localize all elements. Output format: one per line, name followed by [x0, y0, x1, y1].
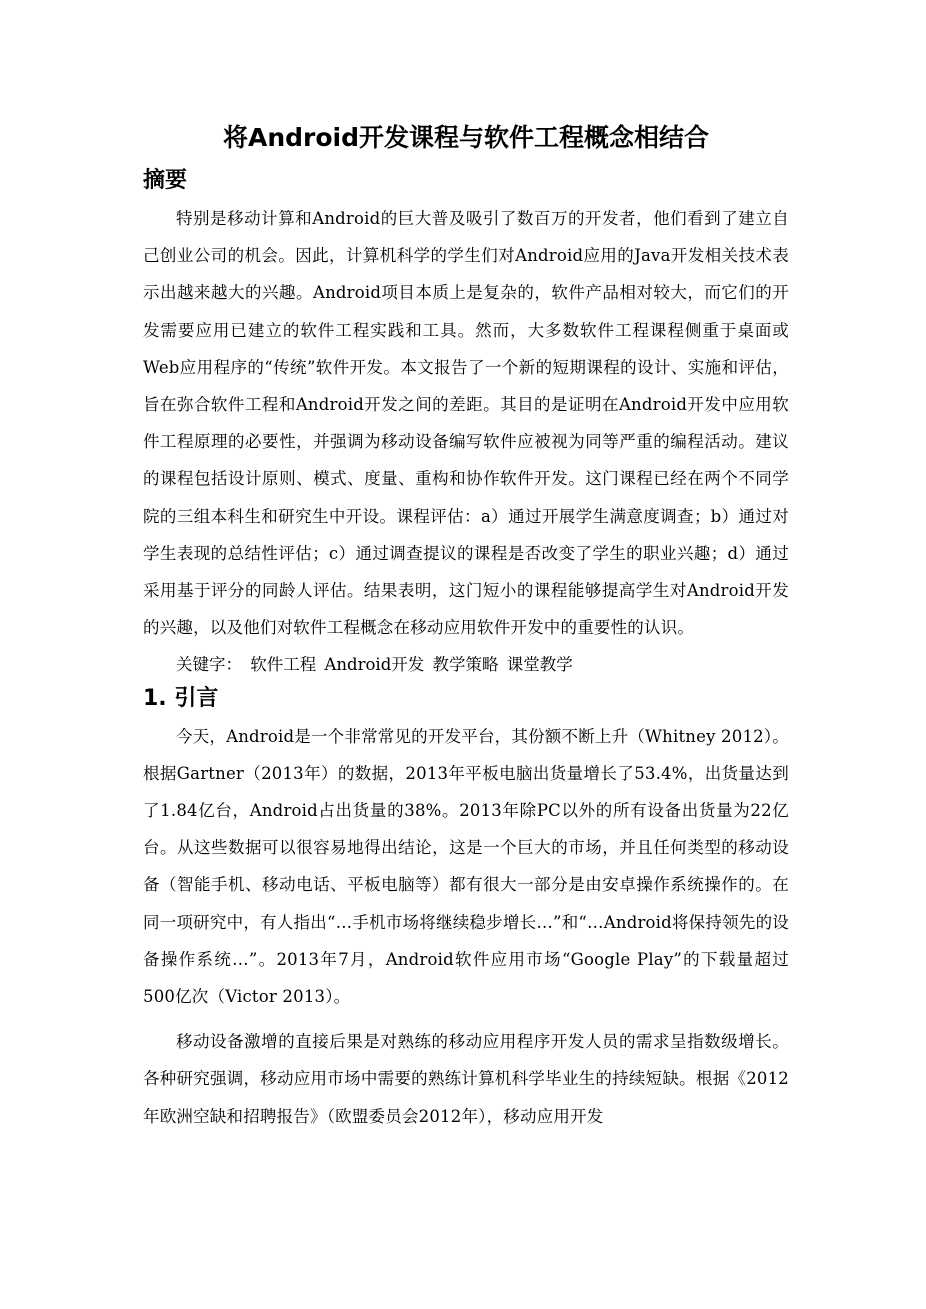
document-page: [143, 118, 789, 1135]
keyword-item: 教学策略: [432, 655, 499, 675]
keyword-item: 软件工程: [250, 655, 317, 675]
keywords-label: 关键字：: [176, 655, 242, 675]
abstract-heading: 摘要: [143, 168, 188, 193]
introduction-heading: 1. 引言: [143, 685, 219, 711]
introduction-paragraph-2: 移动设备激增的直接后果是对熟练的移动应用程序开发人员的需求呈指数级增长。各种研究强调，移动应用市场中需要的熟练计算机科学毕业生的持续短缺。根据《2012年欧洲空缺和招聘报告》（欧盟委员会2012年），移动应用开发: [143, 1032, 789, 1126]
keywords-line: [143, 646, 789, 683]
introduction-paragraph-1: 今天，Android是一个非常常见的开发平台，其份额不断上升（Whitney 2012）。根据Gartner（2013年）的数据，2013年平板电脑出货量增长了53.4%，出货量达到了1.84亿台，Android占出货量的38%。2013年除PC以外的所有设备出货量为22亿台。从这些数据可以很容易地得出结论，这是一个巨大的市场，并且任何类型的移动设备（智能手机、移动电话、平板电脑等）都有很大一部分是由安卓操作系统操作的。在同一项研究中，有人指出“…手机市场将继续稳步增长…”和“…Android将保持领先的设备操作系统…”。2013年7月，Android软件应用市场“Google Play”的下载量超过500亿次（Victor 2013）。: [143, 726, 789, 1007]
abstract-text: 特别是移动计算和Android的巨大普及吸引了数百万的开发者，他们看到了建立自己创业公司的机会。因此，计算机科学的学生们对Android应用的Java开发相关技术表示出越来越大的兴趣。Android项目本质上是复杂的，软件产品相对较大，而它们的开发需要应用已建立的软件工程实践和工具。然而，大多数软件工程课程侧重于桌面或Web应用程序的“传统”软件开发。本文报告了一个新的短期课程的设计、实施和评估，旨在弥合软件工程和Android开发之间的差距。其目的是证明在Android开发中应用软件工程原理的必要性，并强调为移动设备编写软件应被视为同等严重的编程活动。建议的课程包括设计原则、模式、度量、重构和协作软件开发。这门课程已经在两个不同学院的三组本科生和研究生中开设。课程评估：a）通过开展学生满意度调查；b）通过对学生表现的总结性评估；c）通过调查提议的课程是否改变了学生的职业兴趣；d）通过采用基于评分的同龄人评估。结果表明，这门短小的课程能够提高学生对Android开发的兴趣，以及他们对软件工程概念在移动应用软件开发中的重要性的认识。: [143, 209, 789, 638]
paper-title: 将Android开发课程与软件工程概念相结合: [222, 123, 709, 152]
keyword-item: 课堂教学: [506, 655, 573, 675]
keyword-item: Android开发: [324, 655, 425, 675]
